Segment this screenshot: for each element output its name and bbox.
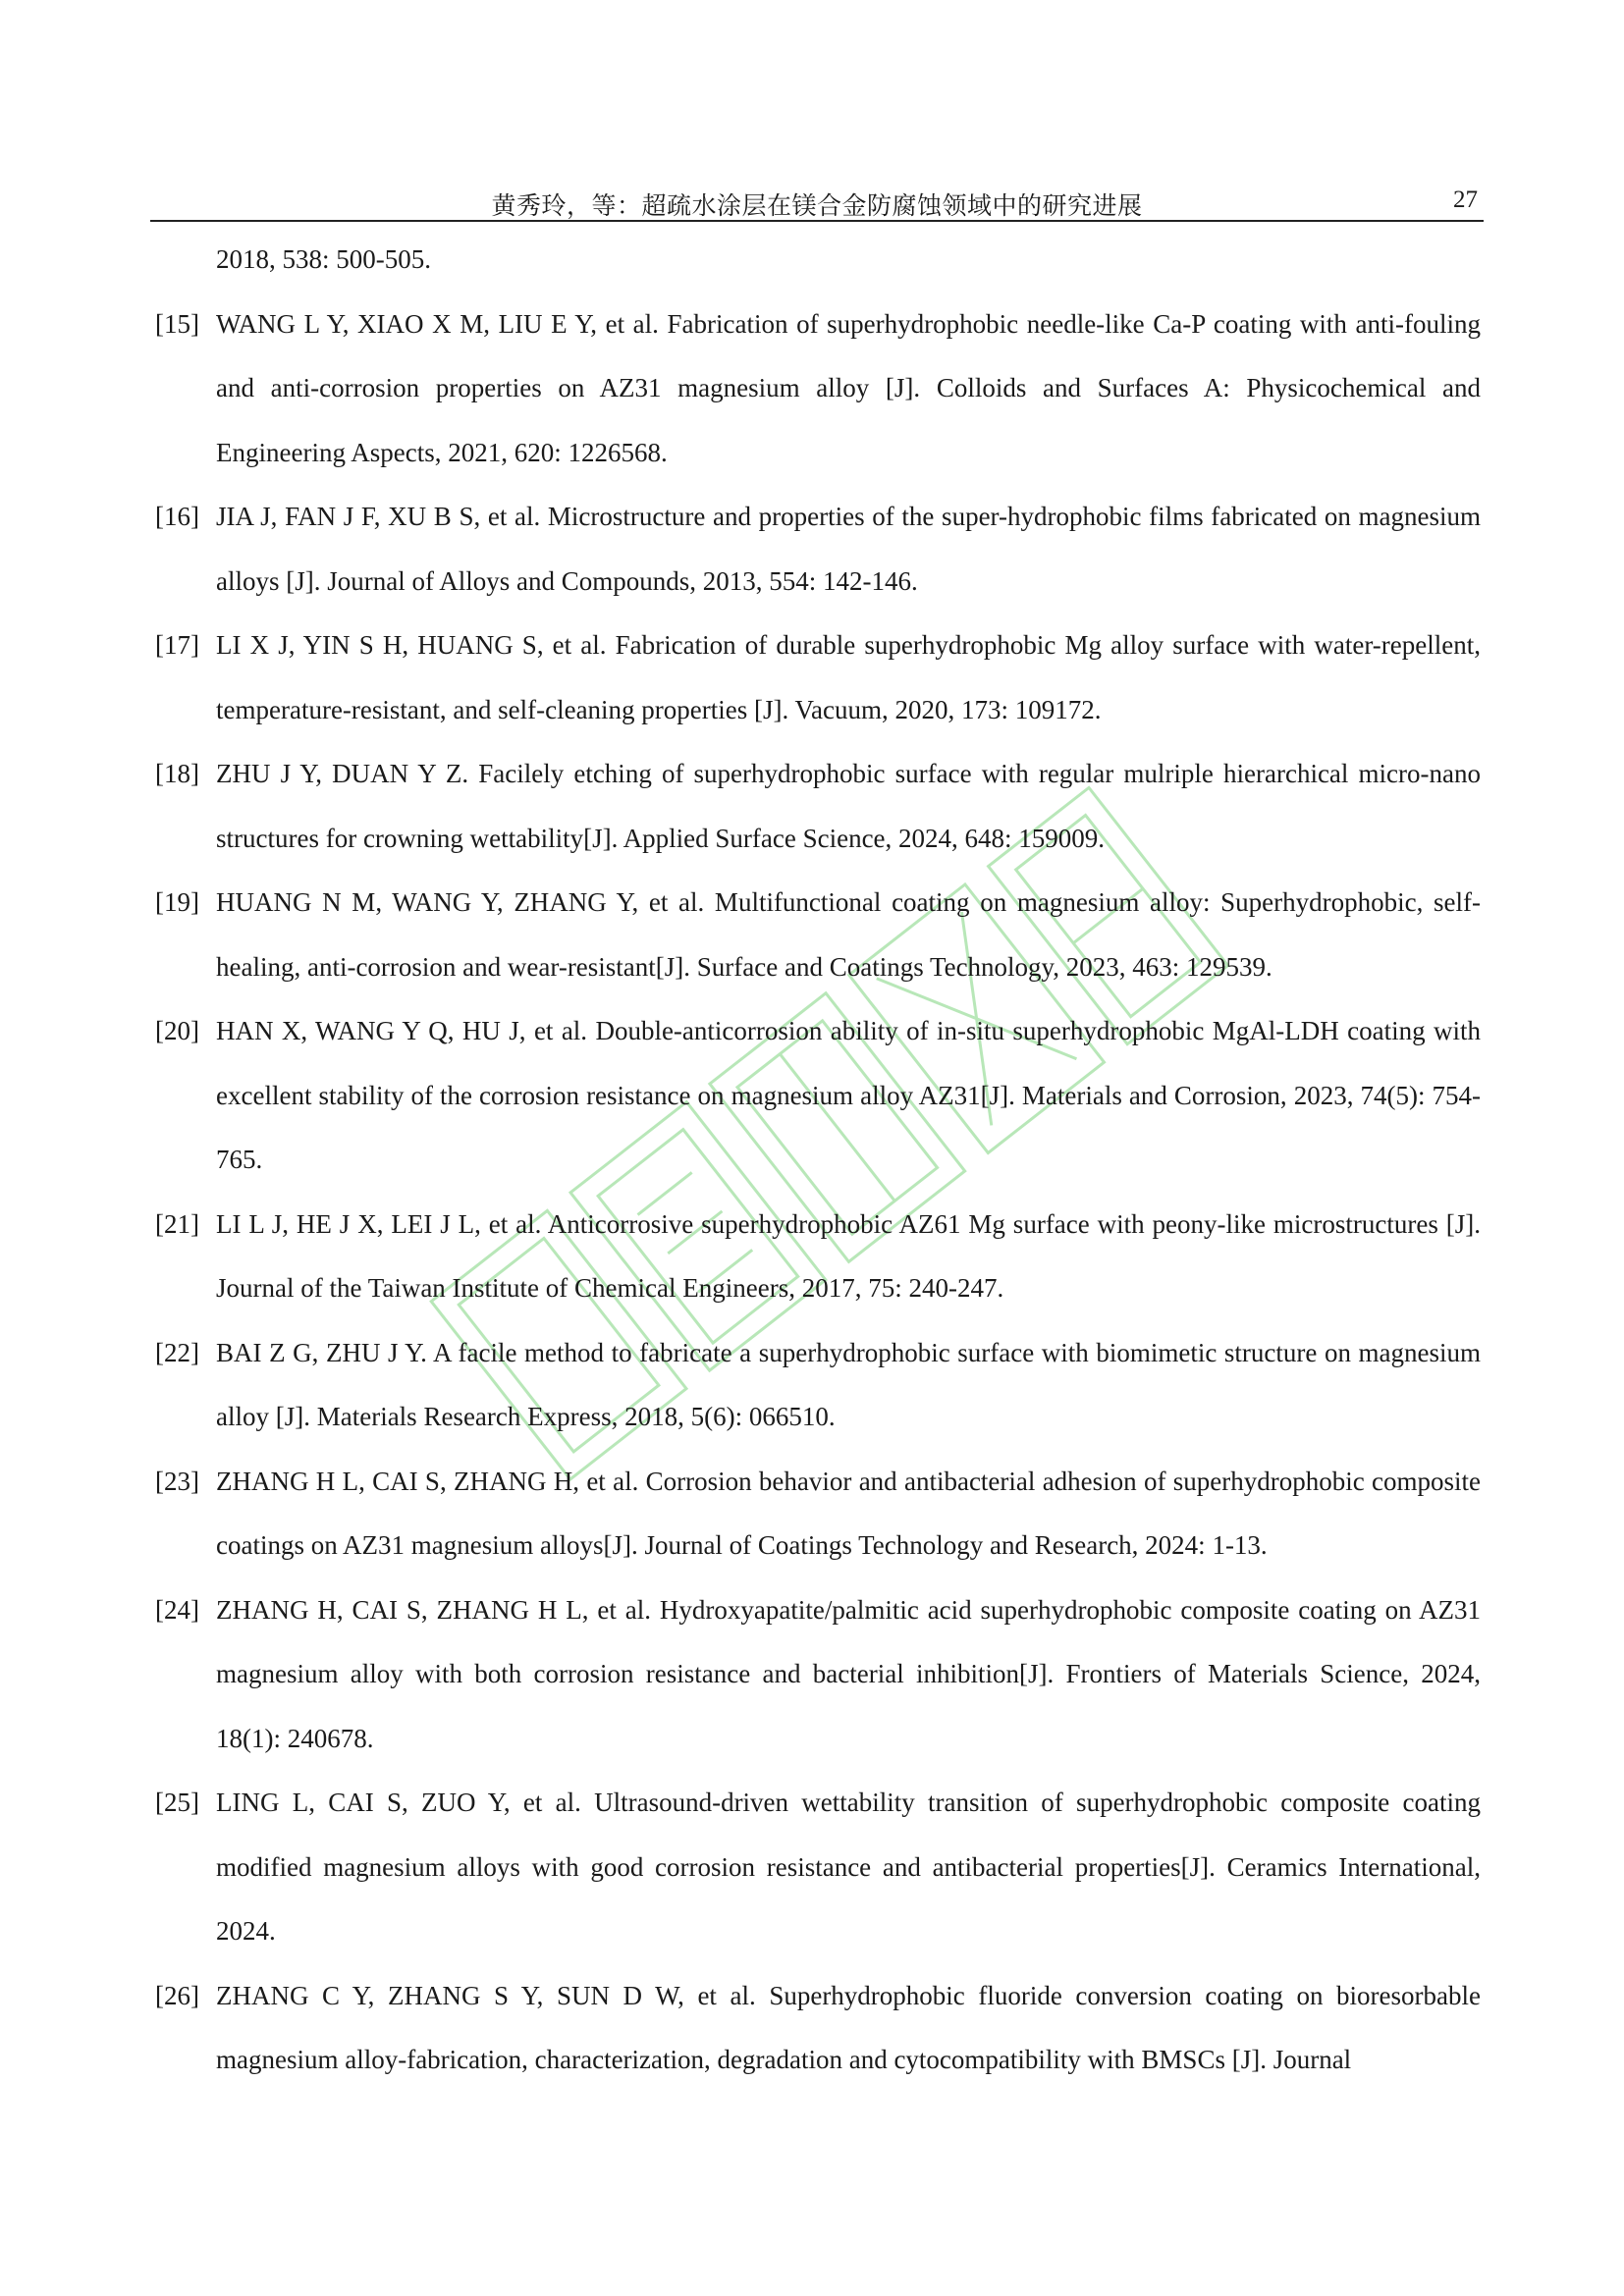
reference-number: [25] <box>155 1788 199 1817</box>
reference-list <box>155 228 1481 2093</box>
reference-item <box>155 293 1481 486</box>
reference-text: LI X J, YIN S H, HUANG S, et al. Fabrication of durable superhydrophobic Mg alloy surface with water-repellent, temperature-resistant, and self-cleaning properties [J]. Vacuum, 2020, 173: 109172. <box>216 630 1481 724</box>
running-header <box>150 183 1484 222</box>
reference-text: ZHANG H L, CAI S, ZHANG H, et al. Corrosion behavior and antibacterial adhesion of superhydrophobic composite coatings on AZ31 magnesium alloys[J]. Journal of Coatings Technology and Research, 2024: 1-13. <box>216 1466 1481 1560</box>
reference-text: WANG L Y, XIAO X M, LIU E Y, et al. Fabrication of superhydrophobic needle-like Ca-P coating with anti-fouling and anti-corrosion properties on AZ31 magnesium alloy [J]. Colloids and Surfaces A: Physicochemical and Engineering Aspects, 2021, 620: 1226568. <box>216 308 1481 467</box>
reference-item <box>155 1578 1481 1772</box>
reference-item <box>155 1964 1481 2093</box>
reference-text: LING L, CAI S, ZUO Y, et al. Ultrasound-driven wettability transition of superhydrophobic composite coating modified magnesium alloys with good corrosion resistance and antibacterial properties[J]. Ceramics International, 2024. <box>216 1788 1481 1946</box>
reference-text: LI L J, HE J X, LEI J L, et al. Anticorrosive superhydrophobic AZ61 Mg surface with peony-like microstructures [J]. Journal of the Taiwan Institute of Chemical Engineers, 2017, 75: 240-247. <box>216 1208 1481 1303</box>
reference-item <box>155 1193 1481 1321</box>
reference-continuation: 2018, 538: 500-505. <box>216 244 431 274</box>
running-title: 黄秀玲，等：超疏水涂层在镁合金防腐蚀领域中的研究进展 <box>491 191 1143 220</box>
reference-item <box>155 1321 1481 1450</box>
page-number: 27 <box>1453 187 1478 213</box>
reference-item <box>155 742 1481 871</box>
reference-item <box>155 1450 1481 1578</box>
reference-number: [23] <box>155 1466 199 1496</box>
reference-number: [24] <box>155 1594 199 1625</box>
reference-number: [20] <box>155 1016 199 1045</box>
reference-number: [18] <box>155 759 199 788</box>
reference-number: [15] <box>155 308 199 339</box>
reference-item <box>155 1771 1481 1964</box>
reference-number: [16] <box>155 502 199 531</box>
reference-number: [22] <box>155 1337 199 1367</box>
reference-number: [17] <box>155 630 199 660</box>
reference-text: JIA J, FAN J F, XU B S, et al. Microstructure and properties of the super-hydrophobic films fabricated on magnesium alloys [J]. Journal of Alloys and Compounds, 2013, 554: 142-146. <box>216 502 1481 596</box>
reference-number: [21] <box>155 1208 199 1239</box>
reference-item <box>155 871 1481 999</box>
reference-text: HAN X, WANG Y Q, HU J, et al. Double-anticorrosion ability of in-situ superhydrophobic MgAl-LDH coating with excellent stability of the corrosion resistance on magnesium alloy AZ31[J]. Materials and Corrosion, 2023, 74(5): 754-765. <box>216 1016 1481 1174</box>
reference-text: HUANG N M, WANG Y, ZHANG Y, et al. Multifunctional coating on magnesium alloy: Superhydrophobic, self-healing, anti-corrosion and wear-resistant[J]. Surface and Coatings Technology, 2023, 463: 129539. <box>216 887 1481 982</box>
reference-item <box>155 999 1481 1193</box>
reference-number: [19] <box>155 887 199 917</box>
reference-text: ZHANG C Y, ZHANG S Y, SUN D W, et al. Superhydrophobic fluoride conversion coating on bioresorbable magnesium alloy-fabrication, characterization, degradation and cytocompatibility with BMSCs [J]. Journal <box>216 1980 1481 2074</box>
reference-item <box>155 485 1481 614</box>
reference-text: BAI Z G, ZHU J Y. A facile method to fabricate a superhydrophobic surface with biomimetic structure on magnesium alloy [J]. Materials Research Express, 2018, 5(6): 066510. <box>216 1337 1481 1431</box>
reference-number: [26] <box>155 1980 199 2010</box>
reference-text: ZHU J Y, DUAN Y Z. Facilely etching of superhydrophobic surface with regular mulriple hierarchical micro-nano structures for crowning wettability[J]. Applied Surface Science, 2024, 648: 159009. <box>216 759 1481 853</box>
reference-text: ZHANG H, CAI S, ZHANG H L, et al. Hydroxyapatite/palmitic acid superhydrophobic composite coating on AZ31 magnesium alloy with both corrosion resistance and bacterial inhibition[J]. Frontiers of Materials Science, 2024, 18(1): 240678. <box>216 1594 1481 1753</box>
reference-item <box>155 614 1481 742</box>
